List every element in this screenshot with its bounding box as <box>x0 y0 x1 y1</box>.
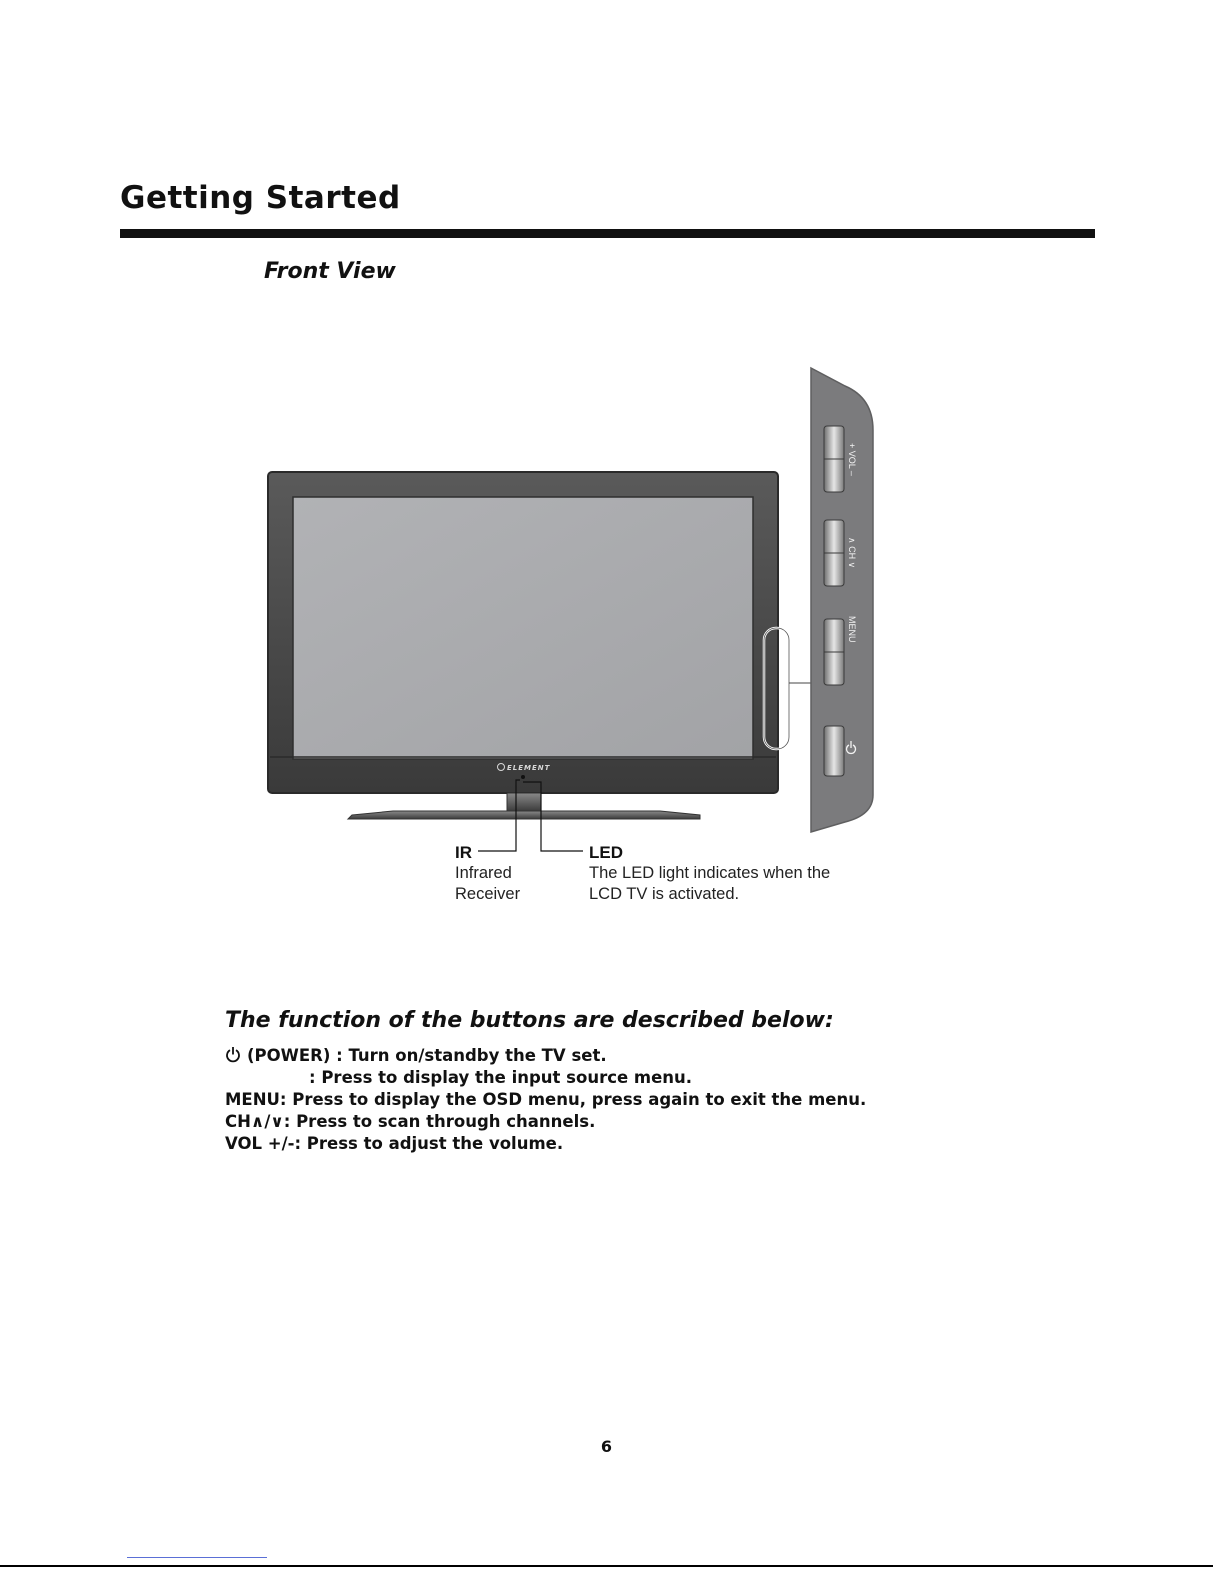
svg-text:ELEMENT: ELEMENT <box>507 764 551 772</box>
svg-text:∧ CH ∨: ∧ CH ∨ <box>847 537 857 569</box>
list-item-text: (POWER) : Turn on/standby the TV set. <box>247 1046 607 1065</box>
page-title: Getting Started <box>120 180 401 216</box>
functions-heading: The function of the buttons are described below: <box>225 1008 834 1033</box>
list-item-text: MENU: Press to display the OSD menu, press again to exit the menu. <box>225 1090 867 1109</box>
callout-ir-line1: Infrared <box>455 864 512 882</box>
callout-led-line1: The LED light indicates when the <box>589 864 831 882</box>
list-item-input <box>225 1067 866 1089</box>
list-item-menu <box>225 1089 866 1111</box>
side-control-panel <box>811 368 873 832</box>
callout-led-line2: LCD TV is activated. <box>589 885 740 903</box>
callout-ir <box>455 842 520 905</box>
section-heading-front-view: Front View <box>264 259 396 284</box>
svg-text:MENU: MENU <box>847 616 857 643</box>
power-icon <box>225 1046 241 1063</box>
footer-rule <box>0 1565 1213 1567</box>
callout-ir-line2: Receiver <box>455 885 521 903</box>
tv-body <box>268 472 778 793</box>
list-item-vol <box>225 1133 866 1155</box>
callout-led-label: LED <box>589 843 623 862</box>
svg-text:+ VOL –: + VOL – <box>847 443 857 476</box>
list-item-text: : Press to display the input source menu. <box>309 1068 693 1087</box>
list-item-ch <box>225 1111 866 1133</box>
callout-ir-label: IR <box>455 843 472 862</box>
list-item-text: CH∧/∨: Press to scan through channels. <box>225 1112 596 1131</box>
button-functions-list <box>225 1045 866 1155</box>
list-item-text: VOL +/-: Press to adjust the volume. <box>225 1134 564 1153</box>
callout-led <box>589 842 830 905</box>
footer-link-underline <box>127 1557 267 1558</box>
tv-stand <box>348 793 700 819</box>
page-number: 6 <box>600 1437 613 1456</box>
ir-led-sensor <box>521 775 525 779</box>
tv-screen <box>293 497 753 759</box>
list-item-power <box>225 1045 866 1067</box>
